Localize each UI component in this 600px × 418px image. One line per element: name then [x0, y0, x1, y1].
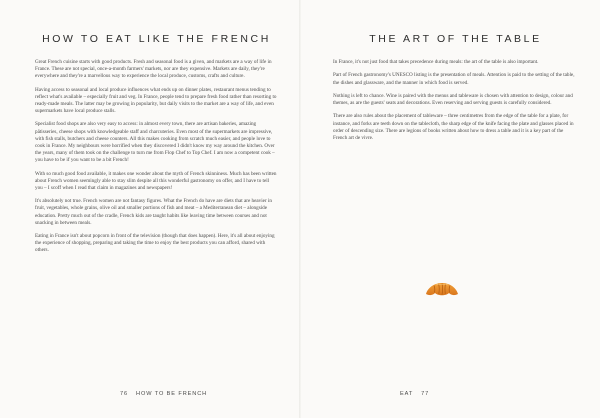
left-page-heading: HOW TO EAT LIKE THE FRENCH	[42, 33, 271, 45]
page-number: 77	[421, 391, 430, 397]
left-paragraph: Specialist food shops are also very easy to access: in almost every town, there are artisan bakeries, amazing pâtisseries, cheese shops with knowledgeable staff and charcuteries. Even most of the supermarkets are impressive, with fish stalls, butchers and cheese counters. All this makes cooking from scratch much easier, and people love to cook in France. My neighbours were horrified when they discovered I didn't know my way around the kitchen. Over the years, many of them took on the challenge to turn me from Flop Chef to Top Chef. I am now a competent cook – you have to be if you want to be a bit French!	[35, 121, 275, 164]
left-paragraph: Having access to seasonal and local produce influences what ends up on dinner plates, restaurant menus tending to reflect what's available – especially fruit and veg. In France, people tend to prepare fresh food rather than resorting to ready-made meals. The latter may be growing in popularity, but daily visits to the market are a way of life, and even supermarkets have local produce stalls.	[35, 86, 277, 115]
right-paragraph: In France, it's not just food that takes precedence during meals: the art of the table is also important.	[333, 59, 539, 65]
left-paragraph: Great French cuisine starts with good products. Fresh and seasonal food is a given, and markets are a way of life in France. These are not special, once-a-month farmers' markets, nor are they expensive. Markets are daily, they're everywhere and they're a marvellous way to experience the local produce, customs, crafts and culture.	[35, 59, 272, 80]
left-folio	[120, 391, 215, 397]
left-paragraph: Eating in France isn't about popcorn in front of the television (though that does happen). Here, it's all about enjoying the experience of shopping, preparing and taking the time to enjoy the best products you can afford, shared with others.	[35, 233, 275, 254]
running-title: HOW TO BE FRENCH	[136, 391, 208, 397]
croissant-illustration	[424, 279, 460, 301]
right-paragraph: Nothing is left to chance. Wine is paired with the menus and tableware is chosen with attention to design, colour and themes, as are the guests' seats and decorations. Even reserving and serving guests is carefully considered.	[333, 92, 573, 106]
left-paragraph: It's absolutely not true. French women are not fantasy figures. What the French do have are diets that are heavier in fruit, vegetables, whole grains, olive oil and smaller portions of fish and meat – a Mediterranean diet – alongside education. Pretty much out of the cradle, French kids are taught habits like leaving time between courses and not snacking in between meals.	[35, 198, 272, 226]
left-paragraph: With so much good food available, it makes one wonder about the myth of French skinniness. Much has been written about French women seemingly able to stay slim despite all this wonderful gastronomy on offer, and I have to tell you – I scoff when I read that claim in magazines and newspapers!	[35, 170, 277, 191]
right-folio	[400, 391, 437, 397]
right-page	[300, 0, 600, 418]
right-page-heading: THE ART OF THE TABLE	[369, 33, 542, 45]
page-number: 76	[120, 391, 129, 397]
right-paragraph: Part of French gastronomy's UNESCO listing is the presentation of meals. Attention is paid to the setting of the table, the dishes and glassware, and the manner in which food is served.	[333, 72, 575, 86]
running-title: EAT	[400, 391, 414, 397]
right-paragraph: There are also rules about the placement of tableware – three centimetres from the edge of the table for a plate, for instance, and forks are teeth down on the tablecloth, the sharp edge of the knife facing the plate and glasses placed in order of descending size. There are legions of books written about how to dress a table and it is a key part of the French art de vivre.	[333, 113, 574, 141]
